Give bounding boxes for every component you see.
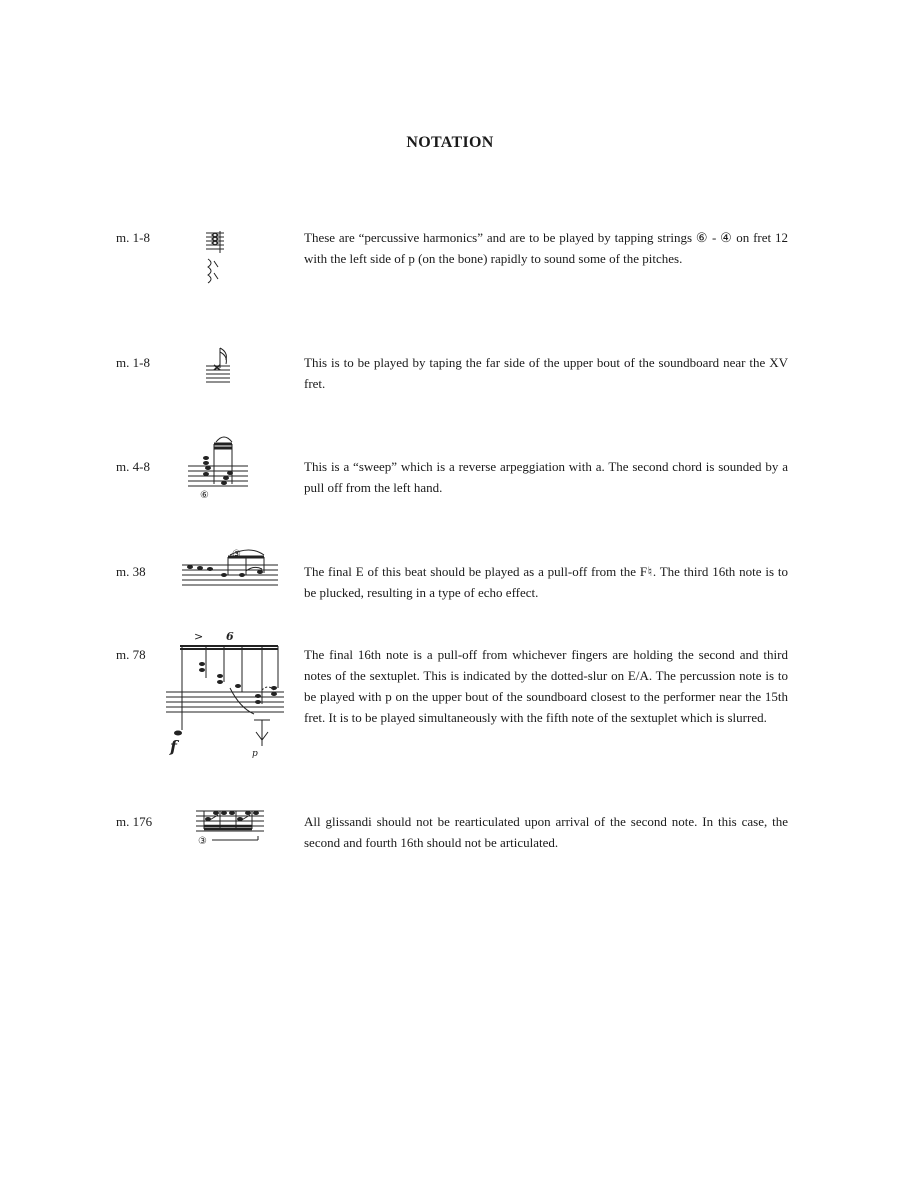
notation-description: These are “percussive harmonics” and are to be played by tapping strings ⑥ - ④ on fret 12 with the left side of p (on the bone) rapidly to sound some of the pitches. [304, 230, 788, 266]
string-three-label: ③ [232, 549, 241, 560]
glissandi-notation-icon [194, 803, 266, 851]
measure-label: m. 1-8 [116, 230, 150, 245]
accent-mark: > [194, 630, 204, 643]
string-six-label: ⑥ [200, 490, 209, 501]
percussive-harmonics-notation-icon [200, 229, 230, 287]
notation-description: The final E of this beat should be played as a pull-off from the F♮. The third 16th note is to be plucked, resulting in a type of echo effect. [304, 564, 788, 600]
string-three-label: ③ [198, 836, 207, 847]
measure-label: m. 4-8 [116, 459, 150, 474]
sextuplet-pull-off-notation-icon [166, 630, 284, 758]
notation-description: The final 16th note is a pull-off from whichever fingers are holding the second and third notes of the sextuplet. This is indicated by the dotted-slur on E/A. The percussion note is to be played with p on the upper bout of the soundboard closest to the performer near the 15th fret. It is to be played simultaneously with the fifth note of the sextuplet which is slurred. [304, 647, 788, 725]
measure-label: m. 38 [116, 564, 146, 579]
notation-entry-3 [0, 456, 900, 516]
sextuplet-label: 6 [226, 630, 234, 643]
notation-description: This is to be played by taping the far side of the upper bout of the soundboard near the XV fret. [304, 355, 788, 391]
page-title: NOTATION [406, 134, 494, 151]
piano-dynamic: p [252, 749, 258, 758]
notation-description: All glissandi should not be rearticulated upon arrival of the second note. In this case, the second and fourth 16th should not be articulated. [304, 814, 788, 850]
measure-label: m. 176 [116, 814, 153, 829]
measure-label: m. 1-8 [116, 355, 150, 370]
notation-entry-1 [0, 227, 900, 297]
notation-entry-4 [0, 549, 900, 606]
notation-entry-5 [0, 630, 900, 774]
sweep-notation-icon [186, 436, 256, 508]
notation-entry-6 [0, 811, 900, 856]
notation-entry-2 [0, 352, 900, 397]
forte-dynamic: f [170, 737, 177, 756]
measure-label: m. 78 [116, 647, 146, 662]
notation-description: This is a “sweep” which is a reverse arpeggiation with a. The second chord is sounded by a pull off from the left hand. [304, 459, 788, 495]
pull-off-echo-notation-icon [180, 547, 280, 605]
soundboard-tap-notation-icon [204, 344, 234, 390]
